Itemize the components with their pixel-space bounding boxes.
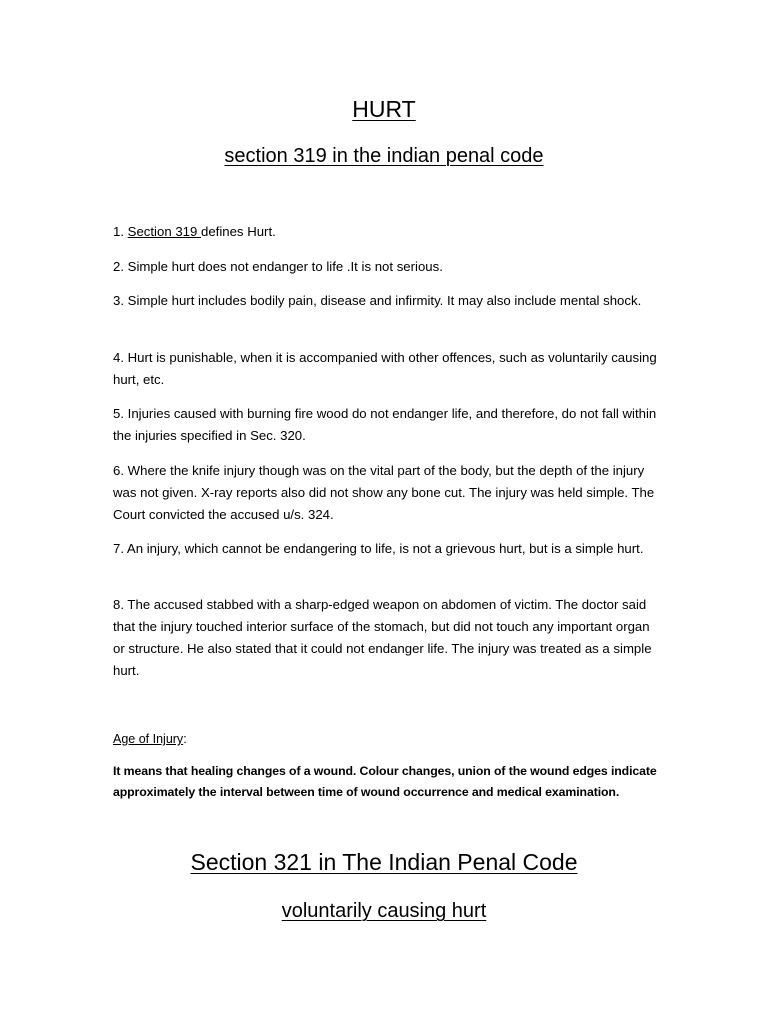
age-of-injury-heading	[113, 729, 187, 749]
age-of-injury-colon: :	[183, 732, 187, 746]
point-3: 3. Simple hurt includes bodily pain, disease and infirmity. It may also include mental shock.	[113, 293, 642, 308]
point-1-number: 1.	[113, 224, 128, 239]
point-1	[113, 221, 658, 243]
point-2: 2. Simple hurt does not endanger to life .It is not serious.	[113, 259, 443, 274]
section-319-link[interactable]: Section 319	[127, 224, 201, 239]
section-319-heading: section 319 in the indian penal code	[224, 145, 544, 167]
point-8: 8. The accused stabbed with a sharp-edged weapon on abdomen of victim. The doctor said that the injury touched interior surface of the stomach, but did not touch any important organ or structure. He also stated that it could not endanger life. The injury was treated as a simple hurt.	[113, 597, 652, 678]
point-6: 6. Where the knife injury though was on the vital part of the body, but the depth of the injury was not given. X-ray reports also did not show any bone cut. The injury was held simple. The Court convicted the accused u/s. 324.	[113, 463, 655, 522]
point-5: 5. Injuries caused with burning fire wood do not endanger life, and therefore, do not fall within the injuries specified in Sec. 320.	[113, 406, 657, 443]
point-4: 4. Hurt is punishable, when it is accompanied with other offences, such as voluntarily causing hurt, etc.	[113, 350, 657, 387]
age-of-injury-label: Age of Injury	[113, 732, 184, 746]
age-of-injury-text: It means that healing changes of a wound. Colour changes, union of the wound edges indicate approximately the interval between time of wound occurrence and medical examination.	[113, 764, 657, 799]
point-7: 7. An injury, which cannot be endangering to life, is not a grievous hurt, but is a simple hurt.	[113, 541, 644, 556]
section-321-subheading: voluntarily causing hurt	[281, 900, 487, 922]
document-title: HURT	[352, 96, 416, 122]
point-1-text: defines Hurt.	[201, 224, 276, 239]
section-321-heading: Section 321 in The Indian Penal Code	[190, 849, 578, 875]
